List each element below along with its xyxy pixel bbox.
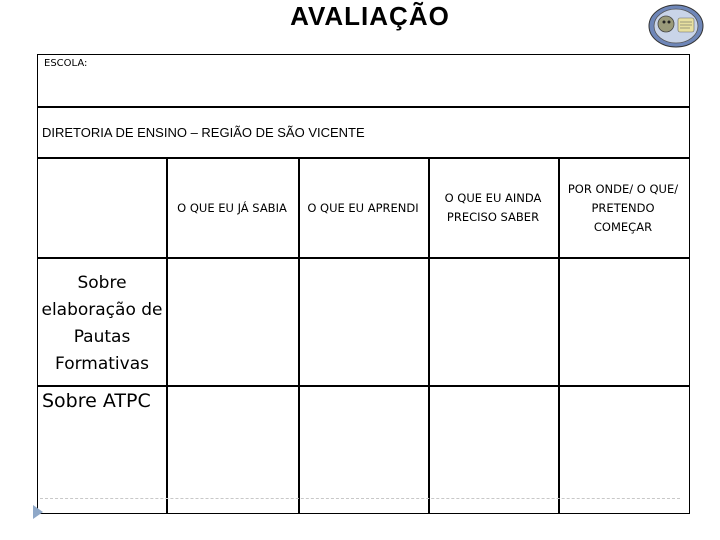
row-divider bbox=[37, 106, 690, 108]
row-divider bbox=[37, 257, 690, 259]
diretoria-label: DIRETORIA DE ENSINO – REGIÃO DE SÃO VICENTE bbox=[42, 125, 365, 140]
logo-icon bbox=[648, 4, 704, 48]
col-divider bbox=[558, 157, 560, 514]
column-header: O QUE EU AINDA PRECISO SABER bbox=[444, 191, 542, 224]
dashed-divider bbox=[40, 498, 680, 499]
row-divider bbox=[37, 157, 690, 159]
play-arrow-icon bbox=[33, 505, 43, 519]
row-label: Sobre elaboração de Pautas Formativas bbox=[41, 273, 163, 374]
column-header: O QUE EU APRENDI bbox=[307, 200, 419, 215]
column-header: POR ONDE/ O QUE/ PRETENDO COMEÇAR bbox=[567, 181, 679, 234]
row-label: Sobre ATPC bbox=[42, 390, 151, 412]
school-field-label: ESCOLA: bbox=[44, 58, 88, 69]
col-divider bbox=[428, 157, 430, 514]
row-divider bbox=[37, 385, 690, 387]
page-title: AVALIAÇÃO bbox=[290, 1, 450, 31]
column-header: O QUE EU JÁ SABIA bbox=[177, 200, 287, 215]
